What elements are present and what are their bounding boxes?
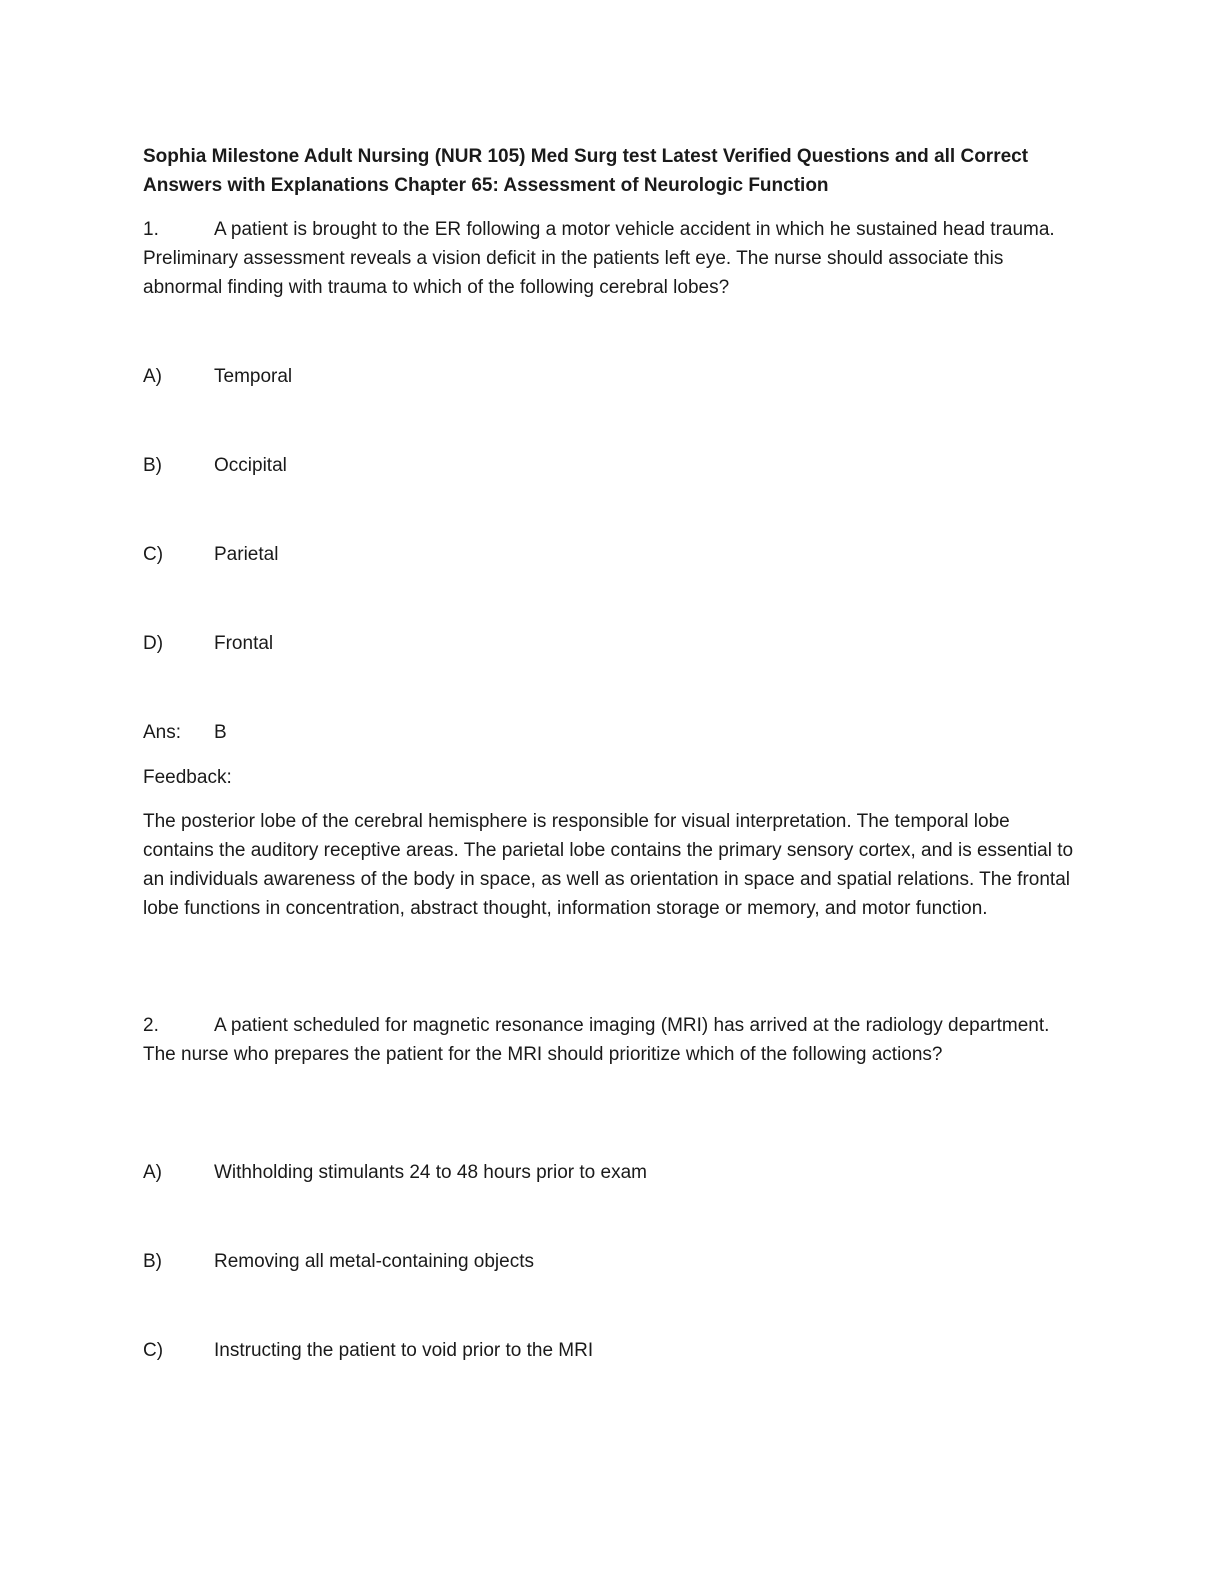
feedback-label: Feedback: <box>143 767 232 788</box>
option-text: Temporal <box>214 366 293 387</box>
answer-label: Ans: <box>143 722 182 743</box>
option-letter: D) <box>143 633 164 654</box>
option-text: Frontal <box>214 633 274 654</box>
question-1 <box>143 215 1083 302</box>
question-number: 2. <box>143 1015 159 1036</box>
option-letter: A) <box>143 366 162 387</box>
option-text: Occipital <box>214 455 287 476</box>
question-text: A patient scheduled for magnetic resonance imaging (MRI) has arrived at the radiology department. The nurse who prepares the patient for the MRI should prioritize which of the following actions? <box>143 1015 1050 1065</box>
option-b <box>143 451 287 480</box>
answer-line <box>143 718 227 747</box>
option-c <box>143 1336 593 1365</box>
option-letter: B) <box>143 1251 162 1272</box>
option-b <box>143 1247 534 1276</box>
option-d <box>143 629 273 658</box>
option-letter: A) <box>143 1162 162 1183</box>
question-2 <box>143 1011 1083 1069</box>
option-text: Withholding stimulants 24 to 48 hours prior to exam <box>214 1162 647 1183</box>
option-letter: C) <box>143 544 164 565</box>
question-number: 1. <box>143 219 159 240</box>
option-a <box>143 1158 647 1187</box>
question-text: A patient is brought to the ER following a motor vehicle accident in which he sustained head trauma. Preliminary assessment reveals a vision deficit in the patients left eye. The nurse should associate this abnormal finding with trauma to which of the following cerebral lobes? <box>143 219 1055 298</box>
document-title: Sophia Milestone Adult Nursing (NUR 105) Med Surg test Latest Verified Questions and all Correct Answers with Explanations Chapter 65: Assessment of Neurologic Function <box>143 146 1029 196</box>
feedback-text: The posterior lobe of the cerebral hemisphere is responsible for visual interpretation. The temporal lobe contains the auditory receptive areas. The parietal lobe contains the primary sensory cortex, and is essential to an individuals awareness of the body in space, as well as orientation in space and spatial relations. The frontal lobe functions in concentration, abstract thought, information storage or memory, and motor function. <box>143 811 1074 919</box>
answer-value: B <box>214 722 227 743</box>
option-letter: B) <box>143 455 162 476</box>
option-text: Removing all metal-containing objects <box>214 1251 534 1272</box>
option-c <box>143 540 278 569</box>
option-a <box>143 362 292 391</box>
option-text: Instructing the patient to void prior to the MRI <box>214 1340 594 1361</box>
option-text: Parietal <box>214 544 279 565</box>
option-letter: C) <box>143 1340 164 1361</box>
